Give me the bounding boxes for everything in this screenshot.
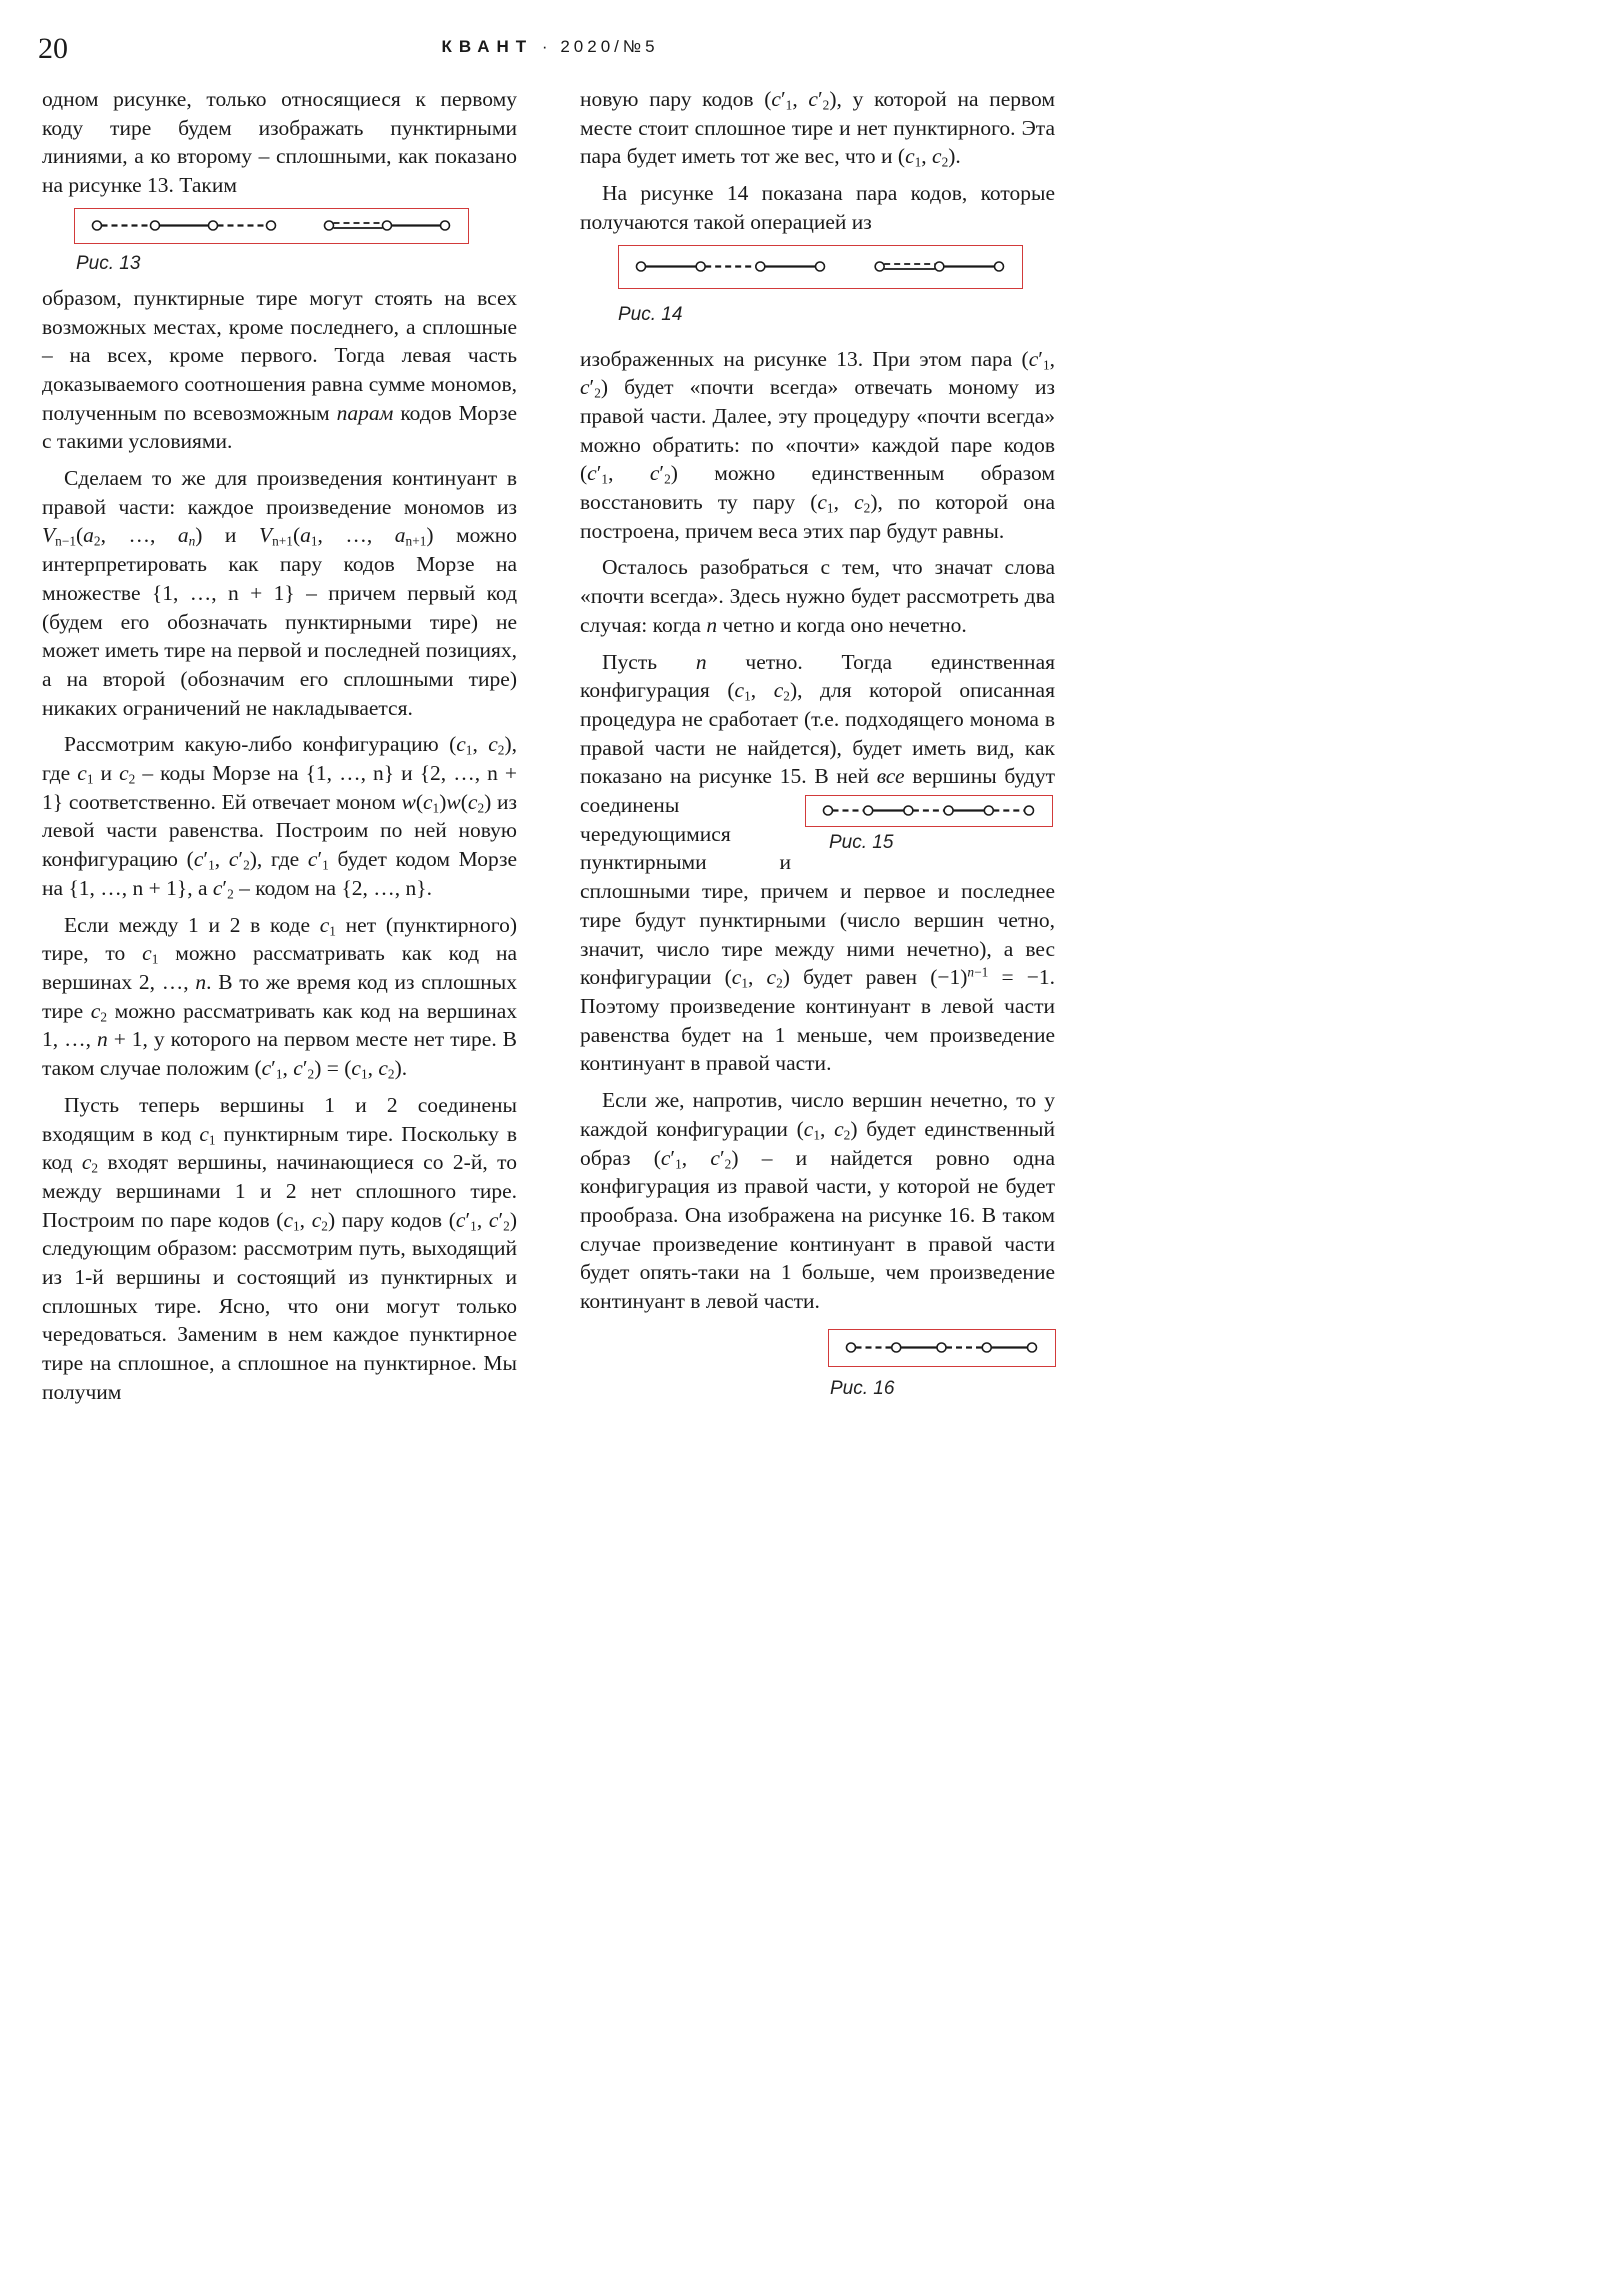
running-header	[0, 38, 1100, 55]
figure-16-caption: Рис. 16	[830, 1378, 895, 1399]
morse-diagram-13	[75, 209, 467, 242]
morse-diagram-16	[829, 1330, 1054, 1365]
vertex	[847, 1343, 856, 1352]
vertex	[637, 262, 646, 271]
figure-16	[828, 1329, 1058, 1401]
paragraph: образом, пунктирные тире могут стоять на всех возможных местах, кроме последнего, а сплошные – на всех, кроме первого. Тогда левая часть доказываемого соотношения равна сумме мономов, полученным по всевозможным парам кодов Морзе с такими условиями.	[42, 285, 518, 454]
figure-13	[42, 208, 517, 276]
vertex	[756, 262, 765, 271]
vertex	[824, 806, 833, 815]
figure-13-box	[74, 208, 469, 244]
vertex	[892, 1343, 901, 1352]
vertex	[816, 262, 825, 271]
vertex	[325, 221, 334, 230]
paragraph: Сделаем то же для произведения континуант в правой части: каждое произведение мономов из $V_{n-1}(a_2$, …, $a_n$) и $V_{n+1}(a_1$, …, $a_{n+1}$) можно интерпретировать как пару кодов Морзе на множестве {1, …, n + 1} – причем первый код (будем его обозначать пунктирными тире) не может иметь тире на первой и последней позициях, а на второй (обозначим его сплошными тире) никаких ограничений не накладывается.	[42, 466, 518, 720]
vertex	[441, 221, 450, 230]
figure-14-box	[618, 245, 1023, 289]
paragraph: Если между 1 и 2 в коде $c_1$ нет (пунктирного) тире, то $c_1$ можно рассматривать как код на вершинах 2, …, n. В то же время код из сплошных тире $c_2$ можно рассматривать как код на вершинах 1, …, n + 1, у которого на первом месте нет тире. В таком случае положим ($c'_1$, $c'_2) = (c_1$, $c_2$).	[42, 912, 518, 1082]
vertex	[93, 221, 102, 230]
paragraph: Пусть n четно. Тогда единственная конфигурация ($c_1$, $c_2$), для которой описанная процедура не сработает (т.е. подходящего монома в правой части не найдется), будет иметь вид, как показано на рисунке 15. В ней Рис. 15 все вершины будут соединены чередующимися пунктирными и сплошными тире, причем и первое и последнее тире будут пунктирными (число вершин четно, значит, число тире между ними нечетно), а вес конфигурации ($c_1$, $c_2$) будет равен $(-1)^{n-1} = -1$. Поэтому произведение континуант в левой части равенства будет на 1 меньше, чем произведение континуант в правой части.	[580, 649, 1056, 1076]
paragraph: На рисунке 14 показана пара кодов, которые получаются такой операцией из	[580, 181, 1055, 234]
paragraph: Рассмотрим какую-либо конфигурацию ($c_1$, $c_2$), где $c_1$ и $c_2$ – коды Морзе на {1, …, n} и {2, …, n + 1} соответственно. Ей отвечает моном $w(c_1)w(c_2)$ из левой части равенства. Построим по ней новую конфигурацию ($c'_1$, $c'_2$), где $c'_1$ будет кодом Морзе на {1, …, n + 1}, а $c'_2$ – кодом на {2, …, n}.	[42, 732, 518, 902]
page-number: 20	[38, 32, 68, 65]
figure-15-caption: Рис. 15	[829, 832, 894, 854]
header-separator: ·	[541, 37, 552, 56]
left-column	[42, 85, 517, 1415]
morse-diagram-15	[806, 796, 1051, 825]
vertex	[1028, 1343, 1037, 1352]
morse-diagram-14	[619, 246, 1021, 287]
issue-number: 2020/№5	[560, 37, 659, 56]
vertex	[995, 262, 1004, 271]
vertex	[209, 221, 218, 230]
paragraph: Осталось разобраться с тем, что значат слова «почти всегда». Здесь нужно будет рассмотреть два случая: когда n четно и когда оно нечетно.	[580, 555, 1055, 637]
vertex	[151, 221, 160, 230]
paragraph: Если же, напротив, число вершин нечетно, то у каждой конфигурации ($c_1$, $c_2$) будет единственный образ ($c'_1$, $c'_2$) – и найдется ровно одна конфигурация из правой части, у которой не будет прообраза. Она изображена на рисунке 16. В таком случае произведение континуант в правой части будет опять-таки на 1 больше, чем произведение континуант в левой части.	[580, 1088, 1056, 1314]
magazine-title: КВАНТ	[441, 37, 534, 56]
vertex	[982, 1343, 991, 1352]
vertex	[944, 806, 953, 815]
vertex	[267, 221, 276, 230]
paragraph: Пусть теперь вершины 1 и 2 соединены входящим в код $c_1$ пунктирным тире. Поскольку в код $c_2$ входят вершины, начинающиеся со 2-й, то между вершинами 1 и 2 нет сплошного тире. Построим по паре кодов ($c_1$, $c_2$) пару кодов ($c'_1$, $c'_2$) следующим образом: рассмотрим путь, выходящий из 1-й вершины и состоящий из пунктирных и сплошных тире. Ясно, что они могут только чередоваться. Заменим в нем каждое пунктирное тире на сплошное, а сплошное на пунктирное. Мы получим	[42, 1092, 518, 1404]
vertex	[1025, 806, 1034, 815]
paragraph: одном рисунке, только относящиеся к первому коду тире будем изображать пунктирными линиями, а ко второму – сплошными, как показано на рисунке 13. Таким	[42, 87, 517, 198]
paragraph: изображенных на рисунке 13. При этом пара ($c'_1$, $c'_2$) будет «почти всегда» отвечать моному из правой части. Далее, эту процедуру «почти всегда» можно обратить: по «почти» каждой паре кодов ($c'_1$, $c'_2$) можно единственным образом восстановить ту пару ($c_1$, $c_2$), по которой она построена, причем веса этих пар будут равны.	[580, 346, 1055, 543]
figure-14-caption: Рис. 14	[618, 303, 683, 325]
figure-15-box	[805, 795, 1053, 827]
vertex	[383, 221, 392, 230]
right-column	[580, 85, 1056, 1399]
figure-15	[805, 795, 1055, 855]
vertex	[864, 806, 873, 815]
figure-14	[580, 245, 1055, 327]
figure-13-caption: Рис. 13	[76, 252, 141, 274]
vertex	[984, 806, 993, 815]
vertex	[904, 806, 913, 815]
paragraph: новую пару кодов ($c'_1$, $c'_2$), у которой на первом месте стоит сплошное тире и нет пунктирного. Эта пара будет иметь тот же вес, что и ($c_1$, $c_2$).	[580, 87, 1055, 170]
vertex	[696, 262, 705, 271]
vertex	[937, 1343, 946, 1352]
figure-16-box	[828, 1329, 1056, 1367]
vertex	[935, 262, 944, 271]
vertex	[875, 262, 884, 271]
